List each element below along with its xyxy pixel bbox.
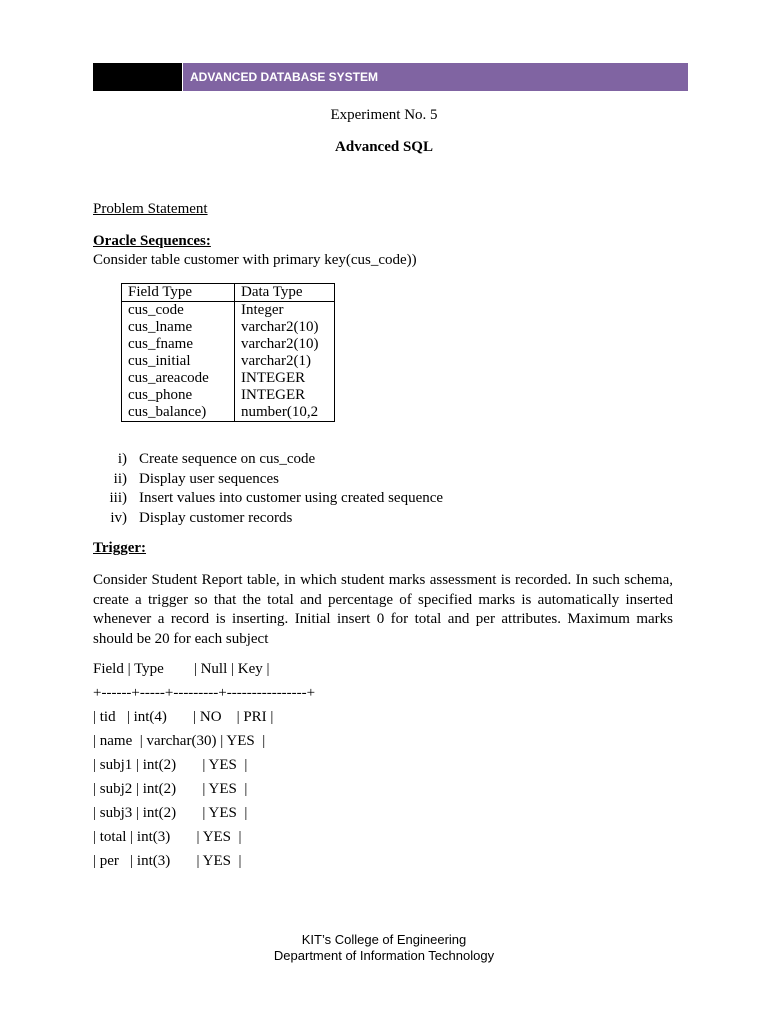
problem-statement-label: Problem Statement [93, 201, 208, 217]
table-row [122, 302, 335, 320]
trigger-paragraph: Consider Student Report table, in which student marks assessment is recorded. In such schema, create a trigger so that the total and percentage of specified marks is automatically inserted whenever a record is inserting. Initial insert 0 for total and per attributes. Maximum marks should be 20 for each subject [93, 572, 673, 647]
trigger-heading: Trigger: [93, 540, 147, 556]
table-cell: cus_phone [122, 387, 235, 404]
list-item-text: Insert values into customer using created sequence [139, 490, 444, 506]
table-cell: varchar2(10) [235, 336, 335, 353]
table-row [122, 387, 335, 404]
list-item-number: iv) [110, 509, 127, 526]
table-cell: cus_lname [122, 319, 235, 336]
table-header-row [122, 284, 335, 302]
schema-line: | name | varchar(30) | YES | [93, 733, 266, 749]
list-item-number: ii) [113, 470, 127, 487]
footer-department: Department of Information Technology [273, 948, 495, 963]
table-cell: cus_code [122, 302, 235, 320]
document-title: Advanced SQL [335, 139, 433, 155]
list-item-number: i) [117, 451, 127, 467]
customer-fields-table [121, 283, 335, 422]
schema-line: | per | int(3) | YES | [93, 853, 242, 869]
table-cell: cus_initial [122, 353, 235, 370]
table-cell: cus_fname [122, 336, 235, 353]
table-cell: INTEGER [235, 370, 335, 387]
header-black-block [93, 63, 182, 91]
footer-college: KIT’s College of Engineering [301, 932, 467, 947]
table-row [122, 319, 335, 336]
schema-line: | subj1 | int(2) | YES | [93, 757, 248, 773]
list-item-number: iii) [109, 490, 127, 506]
table-cell: varchar2(10) [235, 319, 335, 336]
list-item-text: Create sequence on cus_code [139, 451, 316, 467]
oracle-sequences-heading: Oracle Sequences: [93, 233, 211, 249]
experiment-number: Experiment No. 5 [330, 107, 438, 123]
table-header-cell: Data Type [235, 284, 335, 302]
table-cell: Integer [235, 302, 335, 320]
schema-line: | subj3 | int(2) | YES | [93, 805, 248, 821]
table-cell: INTEGER [235, 387, 335, 404]
table-cell: cus_areacode [122, 370, 235, 387]
table-row [122, 404, 335, 422]
list-item-text: Display user sequences [139, 470, 279, 487]
schema-line: +------+-----+---------+----------------+ [93, 685, 316, 701]
table-row [122, 370, 335, 387]
schema-line: | total | int(3) | YES | [93, 829, 242, 845]
schema-line: Field | Type | Null | Key | [93, 661, 270, 677]
header-title: ADVANCED DATABASE SYSTEM [183, 63, 688, 91]
table-header-cell: Field Type [122, 284, 235, 302]
list-item-text: Display customer records [139, 509, 293, 526]
schema-line: | subj2 | int(2) | YES | [93, 781, 248, 797]
oracle-sequences-intro: Consider table customer with primary key(cus_code)) [93, 252, 417, 268]
table-cell: number(10,2 [235, 404, 335, 422]
table-row [122, 336, 335, 353]
table-row [122, 353, 335, 370]
table-cell: varchar2(1) [235, 353, 335, 370]
page-header [93, 63, 688, 91]
schema-line: | tid | int(4) | NO | PRI | [93, 709, 274, 725]
table-cell: cus_balance) [122, 404, 235, 422]
